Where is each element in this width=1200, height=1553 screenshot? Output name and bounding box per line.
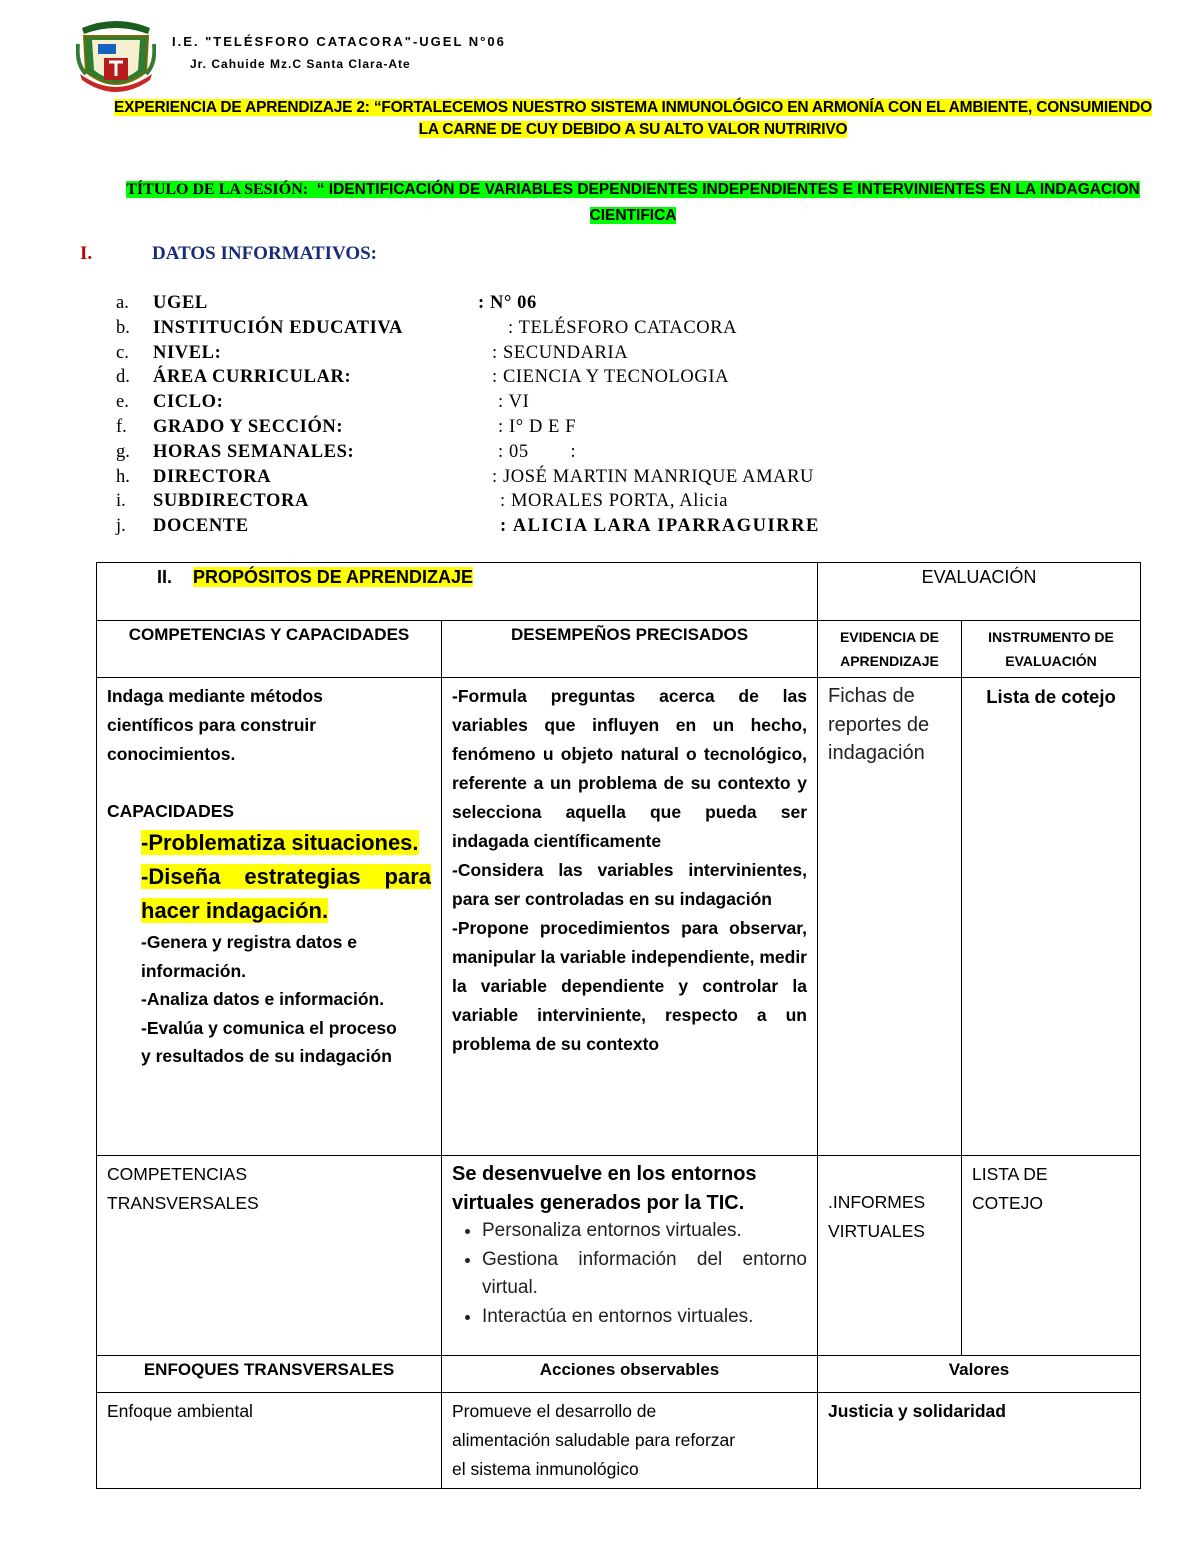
- list-item: • Personaliza entornos virtuales.: [482, 1217, 807, 1246]
- info-letter: f.: [116, 416, 127, 437]
- info-letter: g.: [116, 441, 130, 462]
- col-header-competencias: COMPETENCIAS Y CAPACIDADES: [97, 621, 442, 678]
- tic-list: [452, 1217, 807, 1331]
- school-header: [76, 14, 506, 100]
- info-value: : TELÉSFORO CATACORA: [508, 317, 738, 338]
- evidencia-cell: Fichas de reportes de indagación: [818, 678, 962, 1156]
- table-row: [97, 621, 1141, 678]
- info-label: SUBDIRECTORA: [153, 491, 309, 512]
- valores-header: Valores: [818, 1356, 1141, 1393]
- info-value: : MORALES PORTA, Alicia: [500, 491, 729, 512]
- school-name: I.E. "TELÉSFORO CATACORA"-UGEL N°06: [172, 34, 506, 49]
- info-label: UGEL: [153, 293, 208, 313]
- info-label: CICLO:: [153, 392, 224, 413]
- info-letter: j.: [116, 516, 126, 537]
- info-label: DIRECTORA: [153, 466, 272, 487]
- info-value: : 05 :: [498, 441, 577, 462]
- info-label: NIVEL:: [153, 342, 222, 363]
- desempeno-item: -Formula preguntas acerca de las variables que influyen en un hecho, fenómeno u objeto natural o tecnológico, referente a un problema de su contexto y selecciona aquella que pueda ser indagada científicamente: [452, 686, 807, 851]
- table-row: [97, 1393, 1141, 1489]
- info-value: : N° 06: [478, 293, 537, 313]
- table-row: [97, 1356, 1141, 1393]
- col-header-instrumento: INSTRUMENTO DE EVALUACIÓN: [962, 621, 1141, 678]
- evaluacion-header: EVALUACIÓN: [818, 563, 1141, 621]
- info-letter: e.: [116, 392, 129, 413]
- capacidad-item: -Problematiza situaciones.: [141, 830, 419, 855]
- info-letter: i.: [116, 491, 126, 512]
- session-title-text: “ IDENTIFICACIÓN DE VARIABLES DEPENDIENTES INDEPENDIENTES E INTERVINIENTES EN LA INDAGACION CIENTIFICA: [316, 181, 1140, 224]
- info-label: INSTITUCIÓN EDUCATIVA: [153, 317, 403, 338]
- valor-cell: Justicia y solidaridad: [818, 1393, 1141, 1489]
- list-item: • Interactúa en entornos virtuales.: [482, 1303, 807, 1332]
- competencias-transversales-cell: COMPETENCIAS TRANSVERSALES: [97, 1156, 442, 1356]
- section-number: II.: [157, 567, 173, 587]
- section-proposito-header: [97, 563, 818, 621]
- capacidad-item: -Genera y registra datos e información.: [141, 932, 357, 981]
- enfoque-cell: Enfoque ambiental: [97, 1393, 442, 1489]
- desempeno-item: -Propone procedimientos para observar, manipular la variable independiente, medir la variable dependiente y controlar la variable interviniente, respecto a un problema de su contexto: [452, 918, 807, 1054]
- table-row: [97, 1156, 1141, 1356]
- info-letter: d.: [116, 367, 130, 388]
- session-title-label: TÍTULO DE LA SESIÓN:: [126, 181, 309, 198]
- capacidades-label: CAPACIDADES: [107, 801, 235, 821]
- info-letter: b.: [116, 317, 130, 338]
- school-address: Jr. Cahuide Mz.C Santa Clara-Ate: [190, 57, 411, 71]
- col-header-desempenos: DESEMPEÑOS PRECISADOS: [442, 621, 818, 678]
- enfoques-header: ENFOQUES TRANSVERSALES: [97, 1356, 442, 1393]
- capacidad-item: -Evalúa y comunica el proceso y resultados de su indagación: [141, 1017, 397, 1066]
- tic-title: Se desenvuelve en los entornos virtuales generados por la TIC.: [452, 1163, 757, 1214]
- info-letter: h.: [116, 466, 130, 487]
- section-number: I.: [80, 243, 93, 264]
- desempeno-item: -Considera las variables intervinientes, para ser controladas en su indagación: [452, 860, 807, 909]
- list-item: • Gestiona información del entorno virtual.: [482, 1246, 807, 1303]
- info-label: ÁREA CURRICULAR:: [153, 367, 352, 388]
- info-value: : VI: [498, 392, 530, 413]
- info-value: : SECUNDARIA: [492, 342, 629, 363]
- learning-purposes-table: [96, 562, 1141, 1489]
- school-crest-logo: [76, 14, 156, 96]
- session-title: [118, 177, 1148, 229]
- capacidad-item: -Diseña estrategias para hacer indagación.: [141, 864, 431, 923]
- competencia-text: Indaga mediante métodos científicos para construir conocimientos.: [107, 686, 323, 764]
- experience-title-text: EXPERIENCIA DE APRENDIZAJE 2: “FORTALECEMOS NUESTRO SISTEMA INMUNOLÓGICO EN ARMONÍA CON EL AMBIENTE, CONSUMIENDO LA CARNE DE CUY DEBIDO A SU ALTO VALOR NUTRIRIVO: [114, 99, 1152, 138]
- section-title: PROPÓSITOS DE APRENDIZAJE: [193, 567, 474, 587]
- table-row: [97, 678, 1141, 1156]
- competencias-cell: [97, 678, 442, 1156]
- section-datos-informativos: [80, 243, 377, 265]
- info-label: HORAS SEMANALES:: [153, 441, 355, 462]
- info-label: GRADO Y SECCIÓN:: [153, 416, 344, 437]
- capacidad-item: -Analiza datos e información.: [141, 989, 385, 1009]
- col-header-evidencia: EVIDENCIA DE APRENDIZAJE: [818, 621, 962, 678]
- section-title: DATOS INFORMATIVOS:: [152, 243, 378, 264]
- instrumento-cell: Lista de cotejo: [962, 678, 1141, 1156]
- experience-title: [108, 97, 1158, 141]
- desempenos-cell: [442, 678, 818, 1156]
- tic-evidencia-cell: .INFORMES VIRTUALES: [818, 1156, 962, 1356]
- info-value: : ALICIA LARA IPARRAGUIRRE: [500, 516, 820, 537]
- info-value: : CIENCIA Y TECNOLOGIA: [492, 367, 730, 388]
- info-letter: c.: [116, 342, 129, 363]
- info-value: : JOSÉ MARTIN MANRIQUE AMARU: [492, 466, 814, 487]
- tic-instrumento-cell: LISTA DE COTEJO: [962, 1156, 1141, 1356]
- table-row: [97, 563, 1141, 621]
- info-value: : I° D E F: [498, 416, 577, 437]
- info-letter: a.: [116, 293, 129, 313]
- tic-cell: [442, 1156, 818, 1356]
- accion-cell: Promueve el desarrollo de alimentación saludable para reforzar el sistema inmunológico: [442, 1393, 818, 1489]
- info-label: DOCENTE: [153, 516, 249, 537]
- acciones-header: Acciones observables: [442, 1356, 818, 1393]
